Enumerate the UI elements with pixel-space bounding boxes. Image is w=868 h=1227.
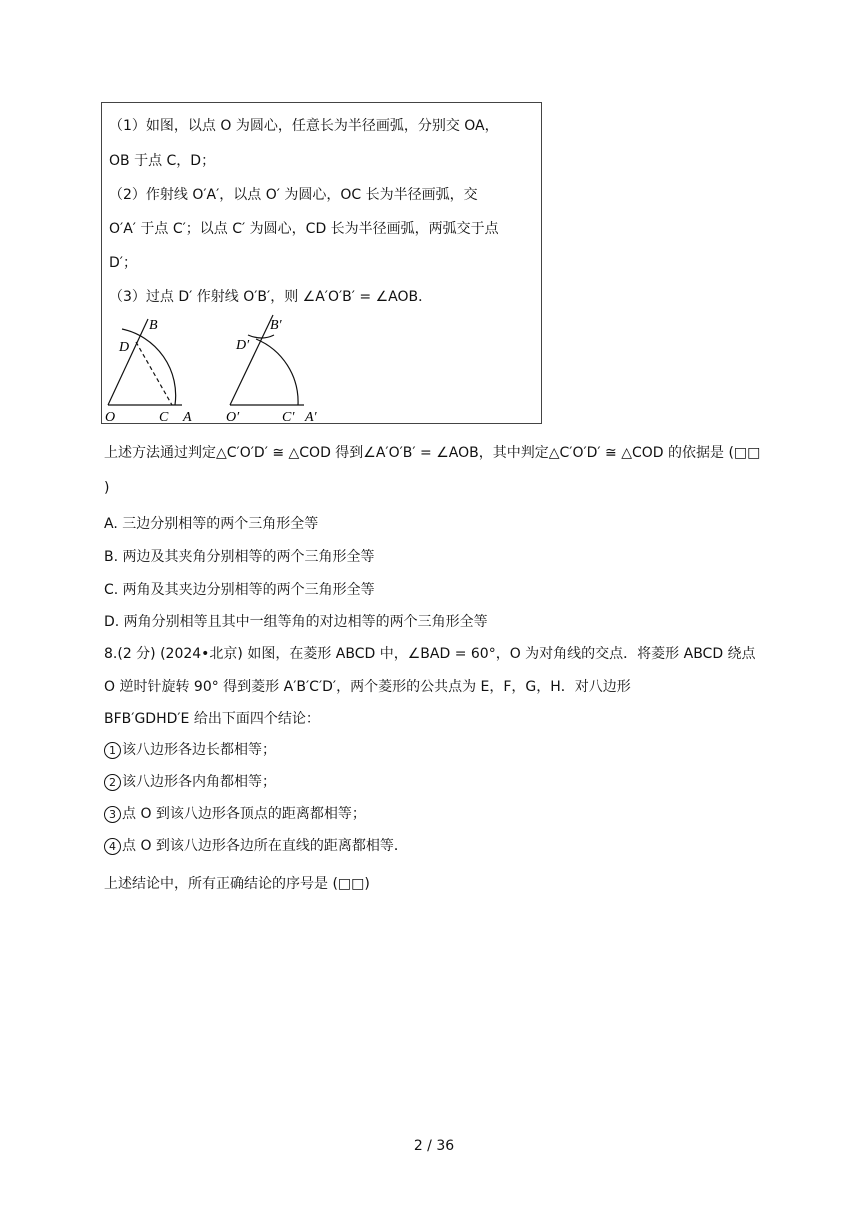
conclusion-1-text: 该八边形各边长都相等； — [122, 742, 276, 758]
label-D: D — [119, 340, 130, 355]
step-3-line: （3）过点 D′ 作射线 O′B′，则 ∠A′O′B′ = ∠AOB． — [109, 289, 433, 305]
conclusion-2-text: 该八边形各内角都相等； — [122, 774, 276, 790]
circled-number-1: 1 — [104, 742, 121, 759]
option-d: D. 两角分别相等且其中一组等角的对边相等的两个三角形全等 — [104, 614, 488, 630]
question8-line-3: BFB′GDHD′E 给出下面四个结论： — [104, 711, 320, 727]
conclusion-3-text: 点 O 到该八边形各顶点的距离都相等； — [122, 806, 366, 822]
circled-number-4: 4 — [104, 838, 121, 855]
question7-stem-line-1: 上述方法通过判定△C′O′D′ ≅ △COD 得到∠A′O′B′ = ∠AOB，其中判定△C′O′D′ ≅ △COD 的依据是 (□□ — [104, 445, 761, 461]
question8-line-2: O 逆时针旋转 90° 得到菱形 A′B′C′D′，两个菱形的公共点为 E，F，G，H．对八边形 — [104, 679, 631, 695]
label-O-prime: O′ — [226, 410, 240, 423]
circled-number-3: 3 — [104, 806, 121, 823]
construction-steps-box — [101, 102, 542, 424]
label-A-prime: A′ — [305, 410, 317, 423]
step-2-line-2: O′A′ 于点 C′；以点 C′ 为圆心，CD 长为半径画弧，两弧交于点 — [109, 221, 499, 237]
option-a: A. 三边分别相等的两个三角形全等 — [104, 516, 319, 532]
question8-line-1: 8.(2 分) (2024•北京) 如图，在菱形 ABCD 中，∠BAD = 60°，O 为对角线的交点．将菱形 ABCD 绕点 — [104, 646, 756, 662]
right-angle-figure — [226, 315, 318, 423]
step-1-line-1: （1）如图，以点 O 为圆心，任意长为半径画弧，分别交 OA， — [109, 118, 499, 134]
step-2-line-3: D′； — [109, 255, 137, 271]
conclusion-2 — [104, 771, 276, 791]
step-1-line-2: OB 于点 C，D； — [109, 153, 216, 169]
conclusion-3 — [104, 803, 366, 823]
conclusion-1 — [104, 739, 276, 759]
circled-number-2: 2 — [104, 774, 121, 791]
left-angle-figure — [105, 318, 192, 423]
option-b: B. 两边及其夹角分别相等的两个三角形全等 — [104, 549, 375, 565]
label-C-prime: C′ — [282, 410, 295, 423]
page-number: 2 / 36 — [413, 1138, 455, 1154]
step-2-line-1: （2）作射线 O′A′，以点 O′ 为圆心，OC 长为半径画弧，交 — [109, 187, 478, 203]
option-c: C. 两角及其夹边分别相等的两个三角形全等 — [104, 582, 375, 598]
conclusion-4 — [104, 835, 408, 855]
question8-ask: 上述结论中，所有正确结论的序号是 (□□) — [104, 876, 370, 892]
construction-figure — [102, 309, 541, 423]
label-A: A — [183, 410, 192, 423]
question7-stem-line-2: ) — [104, 480, 110, 496]
label-B-prime: B′ — [270, 318, 282, 333]
label-D-prime: D′ — [236, 338, 250, 353]
conclusion-4-text: 点 O 到该八边形各边所在直线的距离都相等． — [122, 838, 408, 854]
label-B: B — [149, 318, 158, 333]
label-C: C — [159, 410, 169, 423]
label-O: O — [105, 410, 116, 423]
